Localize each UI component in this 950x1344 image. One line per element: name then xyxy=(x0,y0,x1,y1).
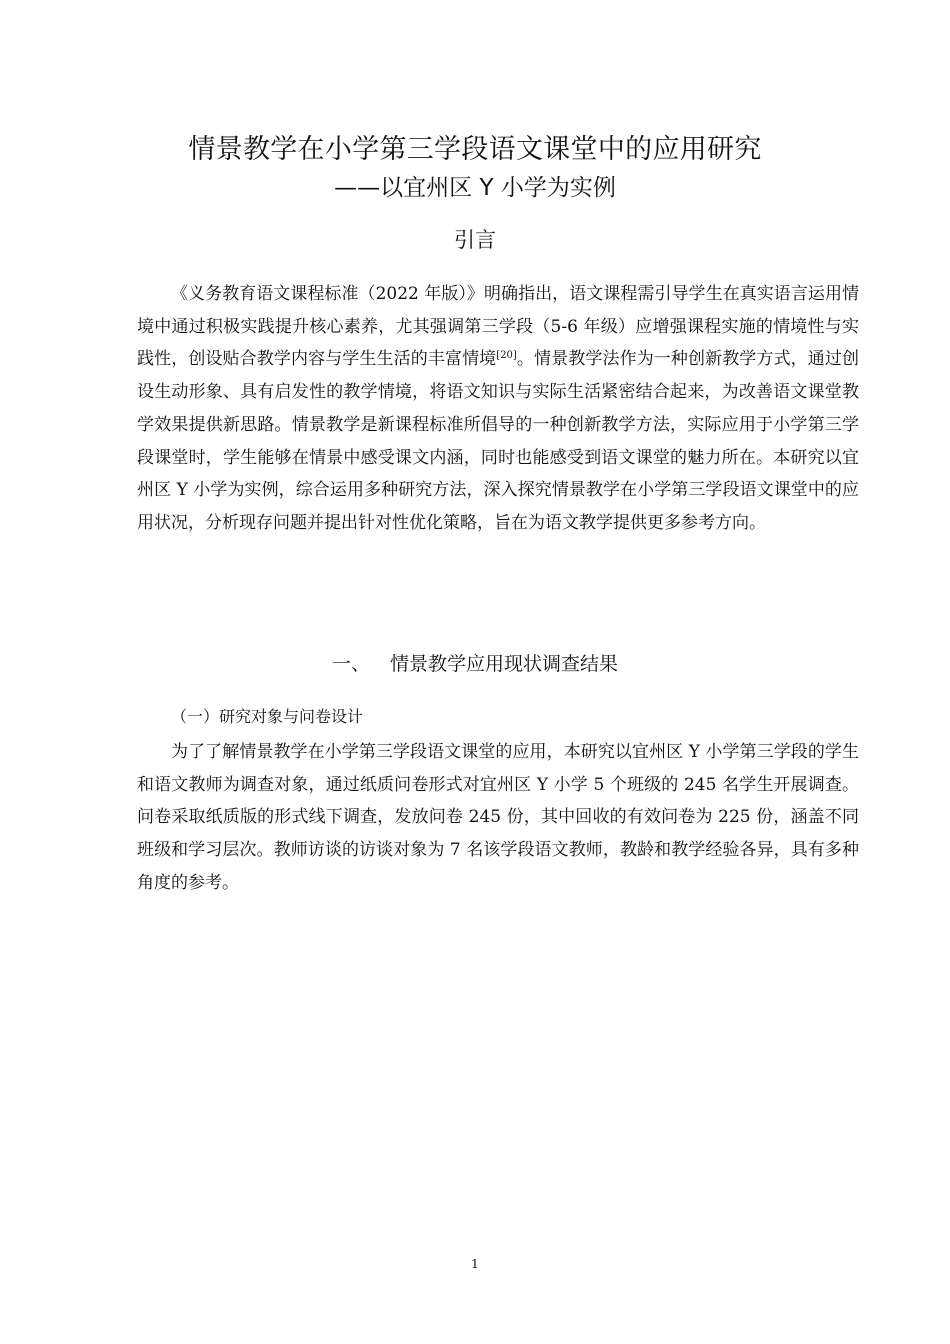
intro-paragraph xyxy=(137,278,859,540)
document-subtitle: ——以宜州区 Y 小学为实例 xyxy=(334,175,616,201)
section-number: 一、 xyxy=(331,653,370,675)
section1-paragraph: 为了了解情景教学在小学第三学段语文课堂的应用，本研究以宜州区 Y 小学第三学段的学生和语文教师为调查对象，通过纸质问卷形式对宜州区 Y 小学 5 个班级的 245 名学生开展调查。问卷采取纸质版的形式线下调查，发放问卷 245 份，其中回收的有效问卷为 225 份，涵盖不同班级和学习层次。教师访谈的访谈对象为 7 名该学段语文教师，教龄和教学经验各异，具有多种角度的参考。 xyxy=(137,742,859,893)
intro-heading: 引言 xyxy=(454,228,496,252)
intro-text-part1: 《义务教育语文课程标准（2022 年版）》明确指出，语文课程需引导学生在真实语言运用情境中通过积极实践提升核心素养，尤其强调第三学段（5-6 年级）应增强课程实施的情境性与实践性，创设贴合教学内容与学生生活的丰富情境 xyxy=(137,284,859,370)
section-heading-1 xyxy=(0,649,950,679)
page-number: 1 xyxy=(471,1257,479,1271)
intro-text-part2: 。情景教学法作为一种创新教学方式，通过创设生动形象、具有启发性的教学情境，将语文知识与实际生活紧密结合起来，为改善语文课堂教学效果提供新思路。情景教学是新课程标准所倡导的一种创新教学方法，实际应用于小学第三学段课堂时，学生能够在情景中感受课文内涵，同时也能感受到语文课堂的魅力所在。本研究以宜州区 Y 小学为实例，综合运用多种研究方法，深入探究情景教学在小学第三学段语文课堂中的应用状况，分析现存问题并提出针对性优化策略，旨在为语文教学提供更多参考方向。 xyxy=(137,349,860,533)
document-title: 情景教学在小学第三学段语文课堂中的应用研究 xyxy=(188,134,762,165)
section-title: 情景教学应用现状调查结果 xyxy=(390,653,619,675)
citation-marker[interactable]: [20] xyxy=(496,350,517,362)
subsection-heading-1: （一）研究对象与问卷设计 xyxy=(171,707,364,726)
